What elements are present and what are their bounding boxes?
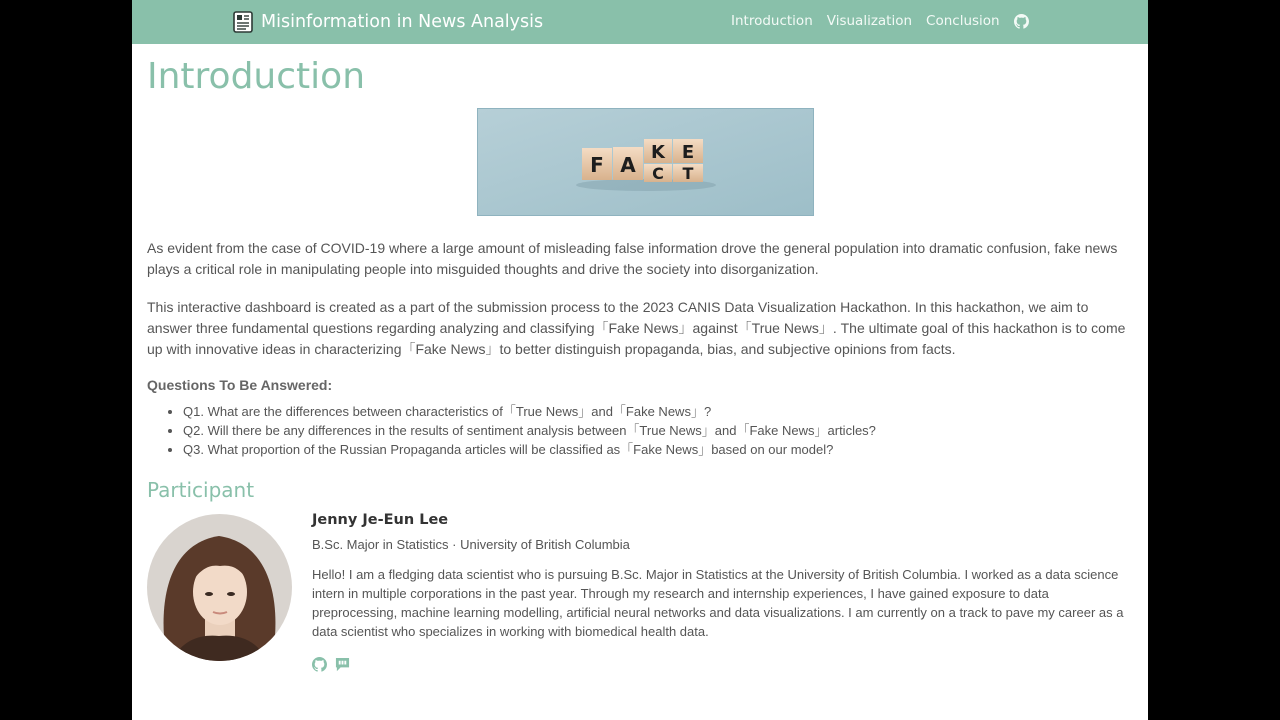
hero-image xyxy=(477,108,814,216)
tile-letter: C xyxy=(652,164,664,183)
question-item: • Q3. What proportion of the Russian Propaganda articles will be classified as「Fake News」based on our model? xyxy=(183,440,1148,459)
brand[interactable] xyxy=(233,10,543,34)
navbar xyxy=(132,0,1148,44)
nav-links xyxy=(731,10,1029,32)
chat-icon[interactable] xyxy=(335,657,350,672)
nav-link-visualization[interactable]: Visualization xyxy=(826,13,913,29)
participant-name: Jenny Je-Eun Lee xyxy=(312,512,449,528)
participant-subtitle: B.Sc. Major in Statistics · University of British Columbia xyxy=(312,537,630,552)
participant-heading: Participant xyxy=(147,478,255,502)
tile-letter: E xyxy=(681,142,695,163)
tile-letter: A xyxy=(620,153,636,177)
intro-paragraph-1: As evident from the case of COVID-19 where a large amount of misleading false information drove the general population into dramatic confusion, fake news plays a critical role in manipulating people into misguided thoughts and drive the society into disorganization. xyxy=(147,240,1118,277)
tile-letter: F xyxy=(590,153,604,177)
brand-title: Misinformation in News Analysis xyxy=(261,12,544,32)
nav-link-conclusion[interactable]: Conclusion xyxy=(926,13,1000,29)
avatar xyxy=(147,514,292,661)
tile-letter: T xyxy=(682,164,694,183)
page xyxy=(132,0,1148,720)
nav-link-introduction[interactable]: Introduction xyxy=(731,13,813,29)
github-icon[interactable] xyxy=(1014,14,1029,29)
questions-heading: Questions To Be Answered: xyxy=(147,377,333,393)
participant-links xyxy=(312,657,350,672)
question-item: • Q1. What are the differences between characteristics of「True News」and「Fake News」? xyxy=(183,402,1148,421)
newspaper-icon xyxy=(233,11,253,33)
question-item: • Q2. Will there be any differences in the results of sentiment analysis between「True News」and「Fake News」articles? xyxy=(183,421,1148,440)
participant-bio: Hello! I am a fledging data scientist who is pursuing B.Sc. Major in Statistics at the University of British Columbia. I worked as a data science intern in multiple corporations in the past year. Through my research and internship experiences, I have gained exposure to data preprocessing, machine learning modelling, artificial neural networks and data visualizations. I am currently on a track to pave my career as a data scientist who specializes in working with biomedical health data. xyxy=(312,567,1124,639)
page-title: Introduction xyxy=(147,56,366,97)
intro-paragraph-2: This interactive dashboard is created as a part of the submission process to the 2023 CANIS Data Visualization Hackathon. In this hackathon, we aim to answer three fundamental questions regarding analyzing and classifying「Fake News」against「True News」. The ultimate goal of this hackathon is to come up with innovative ideas in characterizing「Fake News」to better distinguish propaganda, bias, and subjective opinions from facts. xyxy=(147,299,1126,357)
tile-letter: K xyxy=(651,142,665,163)
github-icon[interactable] xyxy=(312,657,327,672)
questions-list xyxy=(147,402,1148,459)
